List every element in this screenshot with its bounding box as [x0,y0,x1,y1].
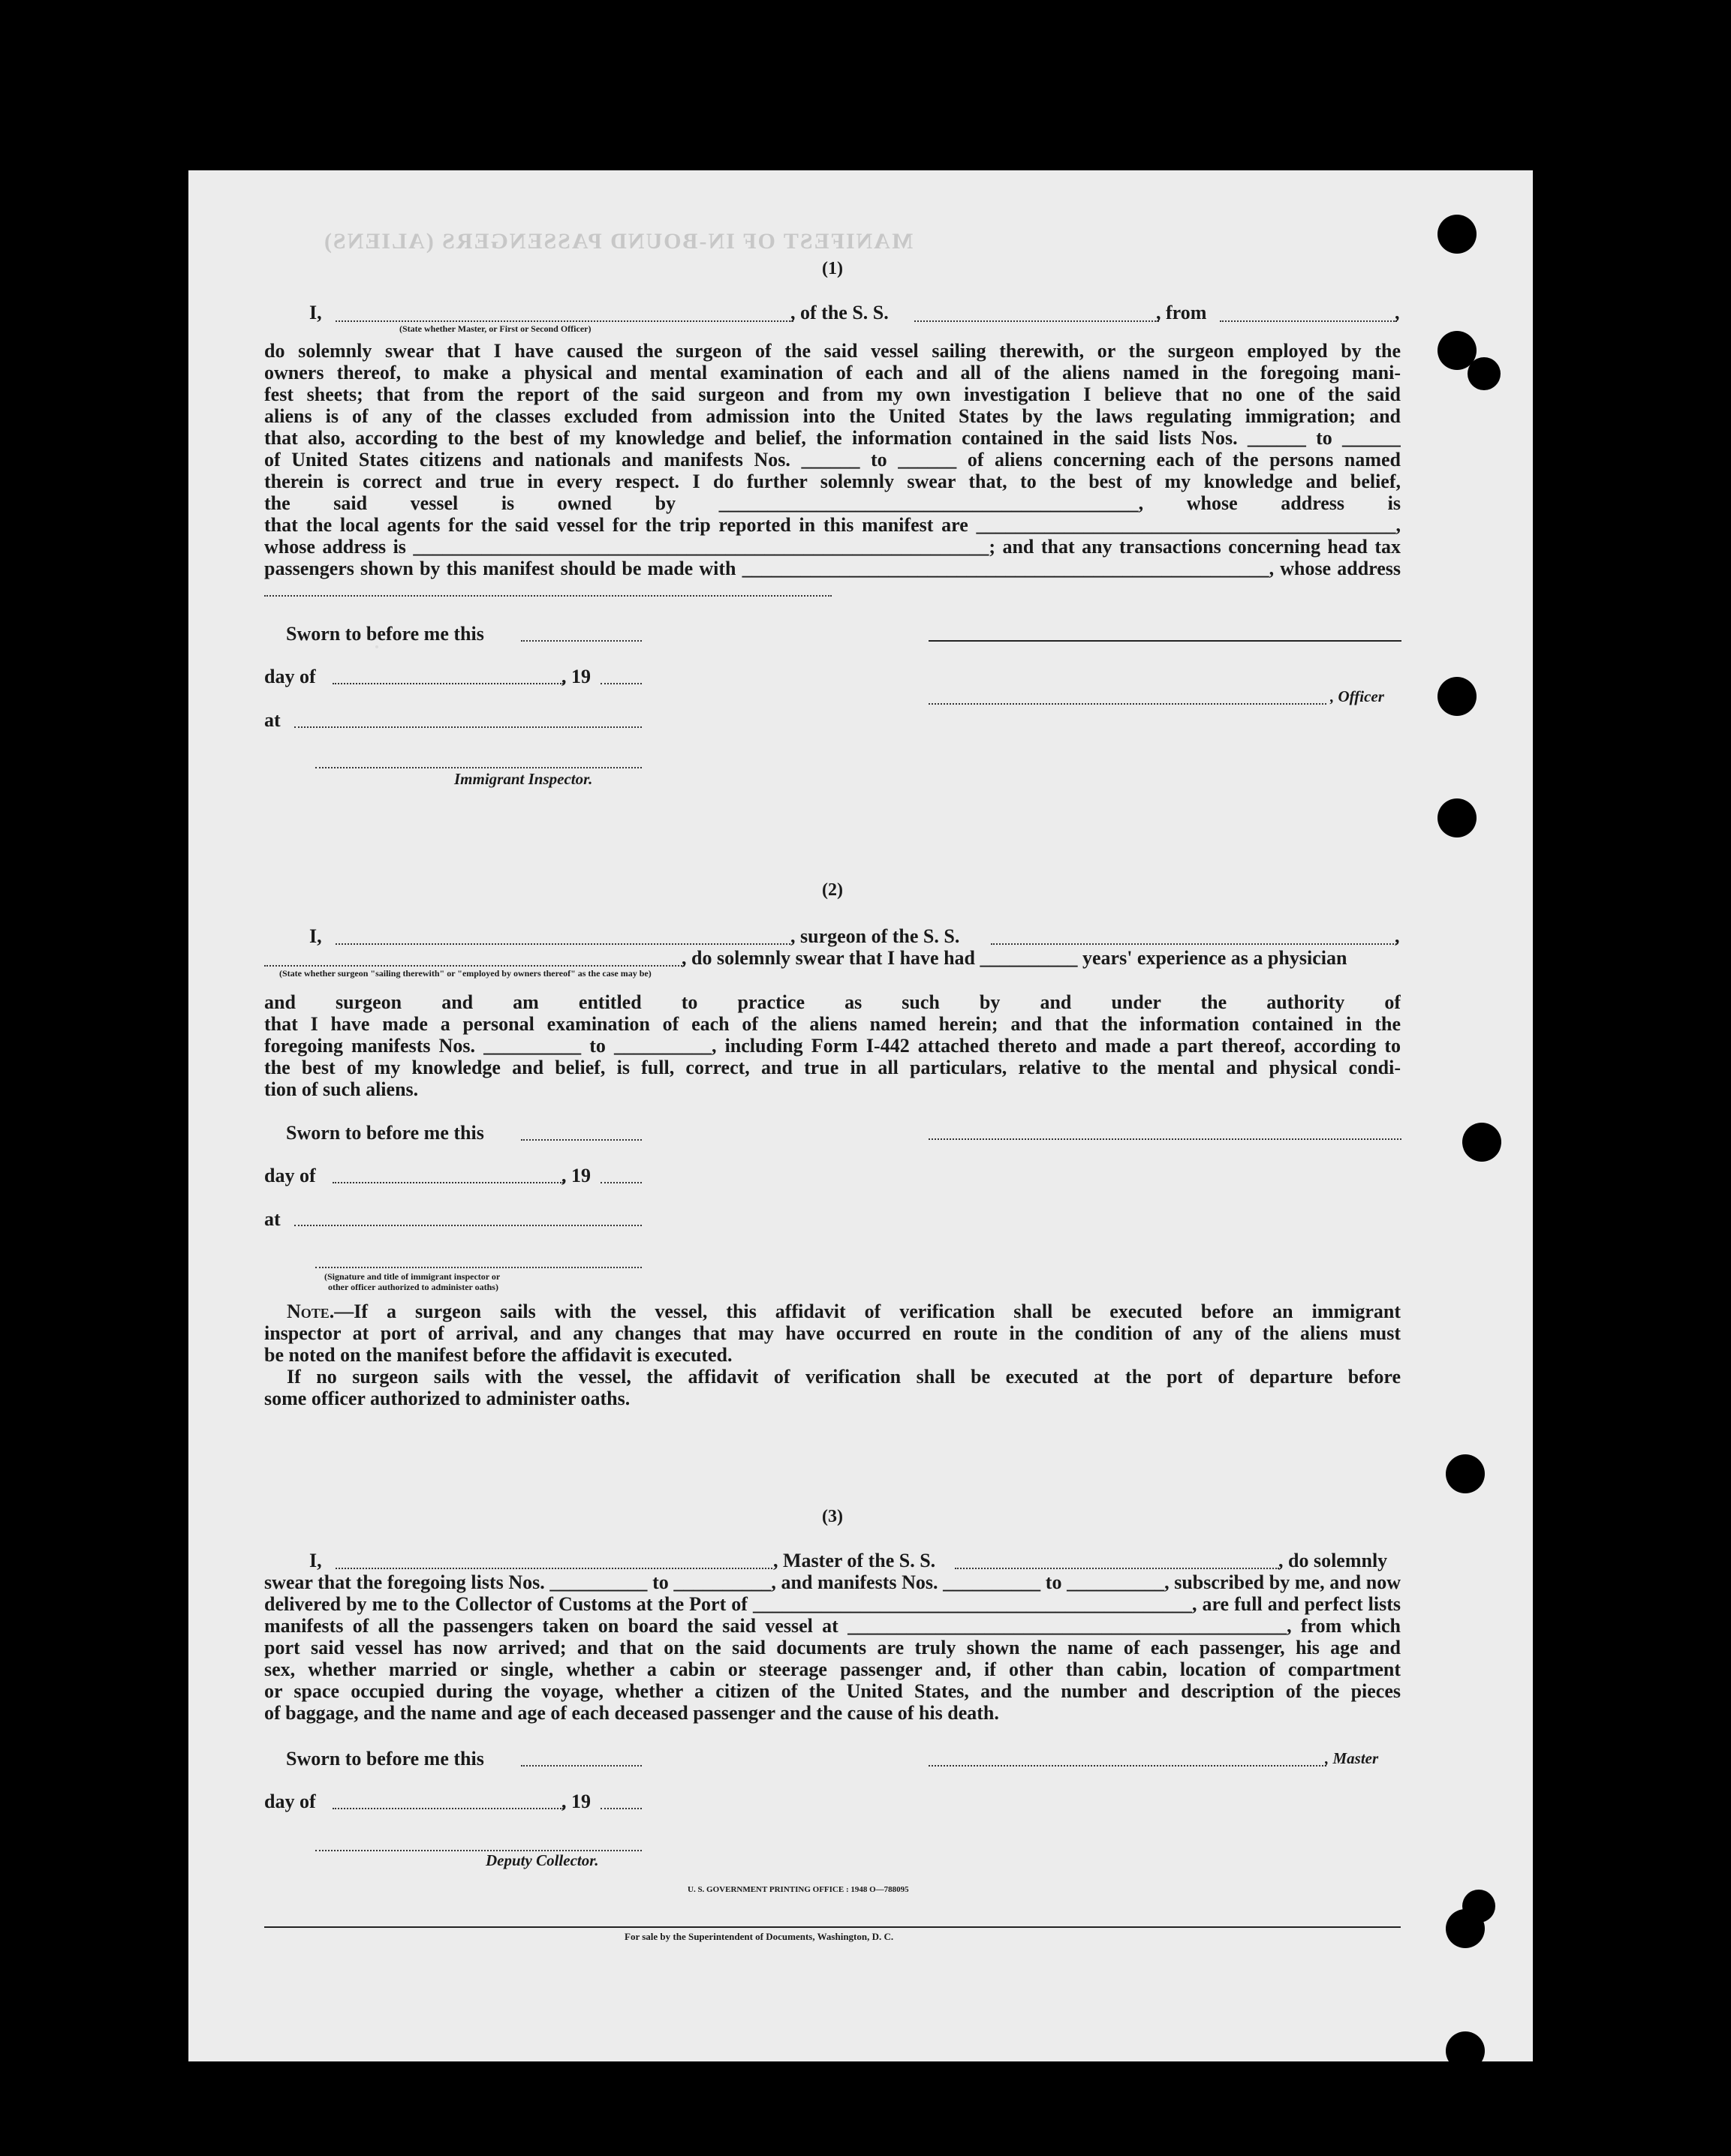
sec3-i-label: I, [309,1550,322,1571]
sec2-line: and surgeon and am entitled to practice as such by and under the authority of [264,991,1401,1013]
binder-hole [1437,677,1477,716]
sec1-year-line [601,683,642,684]
sec1-line: therein is correct and true in every respect. I do further solemnly swear that, to the best of my knowledge and belief, [264,471,1401,492]
sec2-i-label: I, [309,925,322,947]
sec2-line: the best of my knowledge and belief, is full, correct, and true in all particulars, relative to the mental and physical condi- [264,1057,1401,1078]
binder-hole [1446,1454,1485,1493]
sec3-year: , 19 [561,1791,591,1812]
sec1-line: the said vessel is owned by ___________________________________________, whose address is [264,492,1401,514]
sec2-vessel-line [991,943,1397,945]
sec2-at-line [294,1225,642,1226]
sec1-at-line [294,726,642,728]
sec3-line: or space occupied during the voyage, whether a citizen of the United States, and the number and description of the pieces [264,1680,1401,1702]
sec2-inspector-signature-line [315,1267,642,1268]
sec2-sworn-line [521,1139,642,1141]
sec1-line: of United States citizens and nationals and manifests Nos. ______ to ______ of aliens concerning each of the persons named [264,449,1401,471]
section-1-number: (1) [822,259,843,278]
note-label: Note. [287,1301,335,1322]
sec1-vessel-line [914,320,1159,322]
gpo-imprint: U. S. GOVERNMENT PRINTING OFFICE : 1948 O—788095 [688,1885,909,1894]
sec1-oath-paragraph [264,340,1401,579]
sec3-line: swear that the foregoing lists Nos. __________ to __________, and manifests Nos. __________ to __________, subscribed by me, and now [264,1571,1401,1593]
sec2-day-line [333,1182,564,1183]
sec1-line: that also, according to the best of my knowledge and belief, the information contained in the said lists Nos. ______ to ______ [264,427,1401,449]
sec1-i-label: I, [309,302,322,323]
sale-notice: For sale by the Superintendent of Documents, Washington, D. C. [625,1931,894,1942]
sec3-collector-label: Deputy Collector. [486,1851,599,1869]
sec2-day-of: day of [264,1165,316,1186]
sec3-solemnly: , do solemnly [1278,1550,1388,1571]
sec1-day-line [333,683,564,684]
sec2-surgeon-name-line [336,943,790,945]
sec1-sworn-line [521,640,642,642]
sec2-signature-line [929,1138,1401,1140]
sec3-line: delivered by me to the Collector of Customs at the Port of _____________________________________________, are full and perfect lists [264,1593,1401,1615]
note-line: If no surgeon sails with the vessel, the affidavit of verification shall be executed at the port of departure before [287,1366,1401,1388]
sec2-year-line [601,1182,642,1183]
sec2-sig-caption-2: other officer authorized to administer oaths) [328,1282,498,1292]
note-line: be noted on the manifest before the affidavit is executed. [264,1344,733,1366]
sec1-line: fest sheets; that from the report of the said surgeon and from my own investigation I believe that no one of the said [264,383,1401,405]
bleed-through-header: MANIFEST OF IN-BOUND PASSENGERS (ALIENS) [323,229,914,254]
sec1-address-continuation-line [264,595,832,597]
sec2-vessel-comma: , [1395,925,1400,947]
sec1-from-line [1220,320,1397,322]
footer-rule [264,1926,1401,1928]
sec1-line: passengers shown by this manifest should be made with ______________________________________________________, whose address [264,558,1401,579]
section-3-number: (3) [822,1507,843,1526]
sec3-oath-paragraph [264,1571,1401,1724]
sec3-sworn: Sworn to before me this [286,1748,484,1770]
sec3-sworn-line [521,1765,642,1767]
binder-hole [1437,215,1477,254]
sec1-line: aliens is of any of the classes excluded from admission into the United States by the laws regulating immigration; and [264,405,1401,427]
sec1-line: that the local agents for the said vessel for the trip reported in this manifest are ___________________________________________, [264,514,1401,536]
sec2-sig-caption-1: (Signature and title of immigrant inspector or [324,1271,501,1282]
sec3-master-signature-line [929,1765,1326,1767]
sec1-sworn: Sworn to before me this [286,623,484,645]
note-text: —If a surgeon sails with the vessel, this affidavit of verification shall be executed before an immigrant [334,1301,1401,1322]
sec1-at: at [264,709,281,731]
sec3-year-line [601,1808,642,1809]
sec2-line1-end: , do solemnly swear that I have had __________ years' experience as a physician [682,947,1347,969]
binder-hole [1437,798,1477,837]
sec1-from: , from [1156,302,1207,323]
section-2-number: (2) [822,880,843,900]
sec2-line: foregoing manifests Nos. __________ to __________, including Form I-442 attached thereto and made a part thereof, according to [264,1035,1401,1057]
sec1-officer-line [929,703,1326,705]
binder-hole [1446,1909,1485,1948]
sec1-signature-line [929,640,1401,642]
sec3-day-line [333,1808,564,1809]
sec1-year: , 19 [561,666,591,687]
sec1-line: do solemnly swear that I have caused the surgeon of the said vessel sailing therewith, or the surgeon employed by the [264,340,1401,362]
sec3-line: port said vessel has now arrived; and that on the said documents are truly shown the name of each passenger, his age and [264,1637,1401,1658]
note-line [264,1301,1401,1322]
sec2-oath-paragraph [264,991,1401,1100]
sec2-note [264,1301,1401,1409]
binder-hole [1446,2031,1485,2070]
sec1-from-comma: , [1395,302,1400,323]
sec1-of-ss: , of the S. S. [790,302,889,323]
sec2-caption: (State whether surgeon "sailing therewith" or "employed by owners thereof" as the case may be) [279,968,652,979]
sec1-inspector-label: Immigrant Inspector. [454,770,593,788]
binder-hole [1462,1123,1501,1162]
sec2-year: , 19 [561,1165,591,1186]
sec2-sworn: Sworn to before me this [286,1122,484,1144]
sec1-officer-name-line [336,320,793,322]
sec2-line: tion of such aliens. [264,1078,419,1100]
sec3-master-label: , Master [1325,1749,1379,1767]
sec1-caption: (State whether Master, or First or Second Officer) [399,323,592,334]
note-line: inspector at port of arrival, and any changes that may have occurred en route in the condition of any of the aliens must [264,1322,1401,1344]
sec3-vessel-line [955,1568,1279,1569]
sec2-line: that I have made a personal examination of each of the aliens named herein; and that the information contained in the [264,1013,1401,1035]
sec3-day-of: day of [264,1791,316,1812]
sec1-day-of: day of [264,666,316,687]
sec2-surgeon-of: , surgeon of the S. S. [790,925,960,947]
sec3-line: of baggage, and the name and age of each deceased passenger and the cause of his death. [264,1702,999,1724]
speck [375,645,378,648]
sec2-at: at [264,1208,281,1230]
sec3-master-name-line [336,1568,772,1569]
sec3-master-of: , Master of the S. S. [773,1550,936,1571]
sec1-officer-label: , Officer [1330,687,1384,705]
sec3-line: sex, whether married or single, whether a cabin or steerage passenger and, if other than cabin, location of compartment [264,1658,1401,1680]
note-line: some officer authorized to administer oaths. [264,1388,631,1409]
sec1-line: owners thereof, to make a physical and mental examination of each and all of the aliens named in the foregoing mani- [264,362,1401,383]
sec2-status-line [264,965,685,967]
sec3-line: manifests of all the passengers taken on board the said vessel at _____________________________________________, from which [264,1615,1401,1637]
binder-hole [1468,357,1501,390]
sec1-line: whose address is ___________________________________________________________; and that any transactions concerning head tax [264,536,1401,558]
sec1-inspector-line [315,767,642,768]
